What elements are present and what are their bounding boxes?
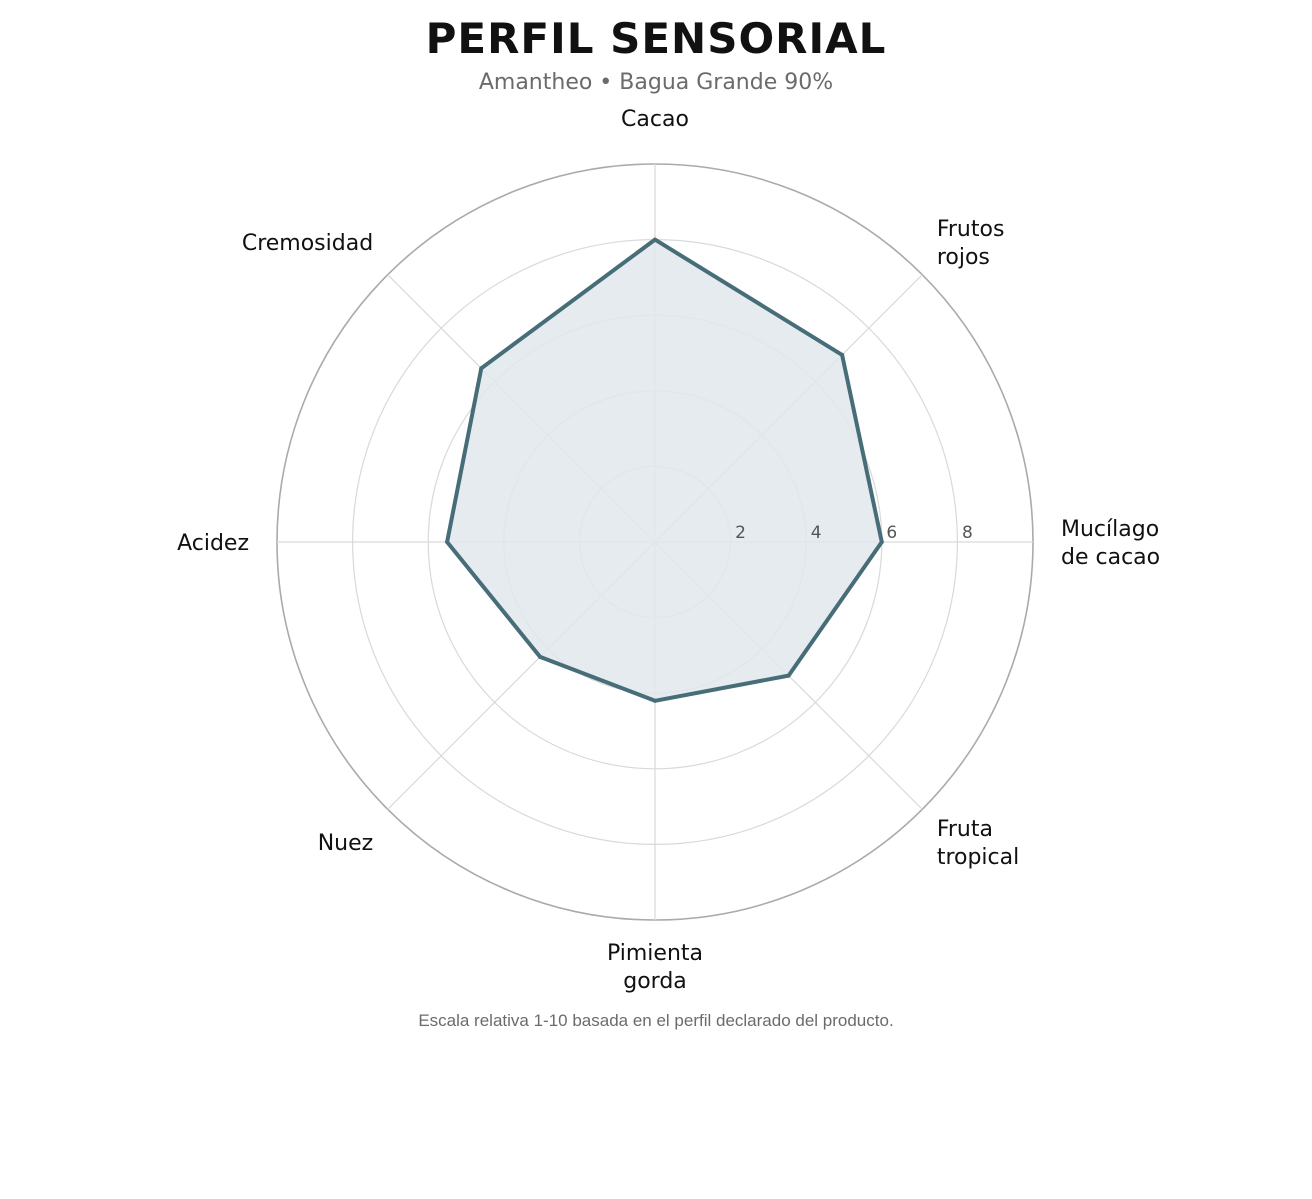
- axis-label-0: Cacao: [621, 107, 689, 132]
- data-point-3: [787, 674, 791, 678]
- axis-label-4: Pimienta gorda: [606, 941, 704, 994]
- radar-series: [445, 238, 884, 703]
- axis-label-3: Fruta tropical: [936, 816, 1020, 870]
- axis-label-1: Frutos rojos: [936, 217, 1005, 271]
- chart-subtitle: Amantheo • Bagua Grande 90%: [478, 70, 834, 95]
- data-point-7: [479, 366, 483, 370]
- axis-label-7: Cremosidad: [241, 231, 374, 257]
- series-polygon: [447, 240, 882, 701]
- data-point-0: [653, 238, 657, 242]
- footnote: Escala relativa 1-10 basada en el perfil declarado del producto.: [418, 1011, 894, 1030]
- data-point-4: [653, 699, 657, 703]
- axis-label-2: Mucílago de cacao: [1061, 517, 1161, 570]
- tick-label-2: 2: [735, 523, 747, 543]
- data-point-2: [880, 540, 884, 544]
- tick-label-6: 6: [886, 523, 898, 543]
- chart-title: PERFIL SENSORIAL: [425, 14, 887, 63]
- tick-label-4: 4: [810, 523, 822, 543]
- data-point-6: [445, 540, 449, 544]
- data-point-5: [538, 655, 542, 659]
- axis-label-5: Nuez: [317, 830, 374, 856]
- tick-label-8: 8: [961, 523, 973, 543]
- data-point-1: [840, 353, 844, 357]
- axis-label-6: Acidez: [177, 531, 249, 556]
